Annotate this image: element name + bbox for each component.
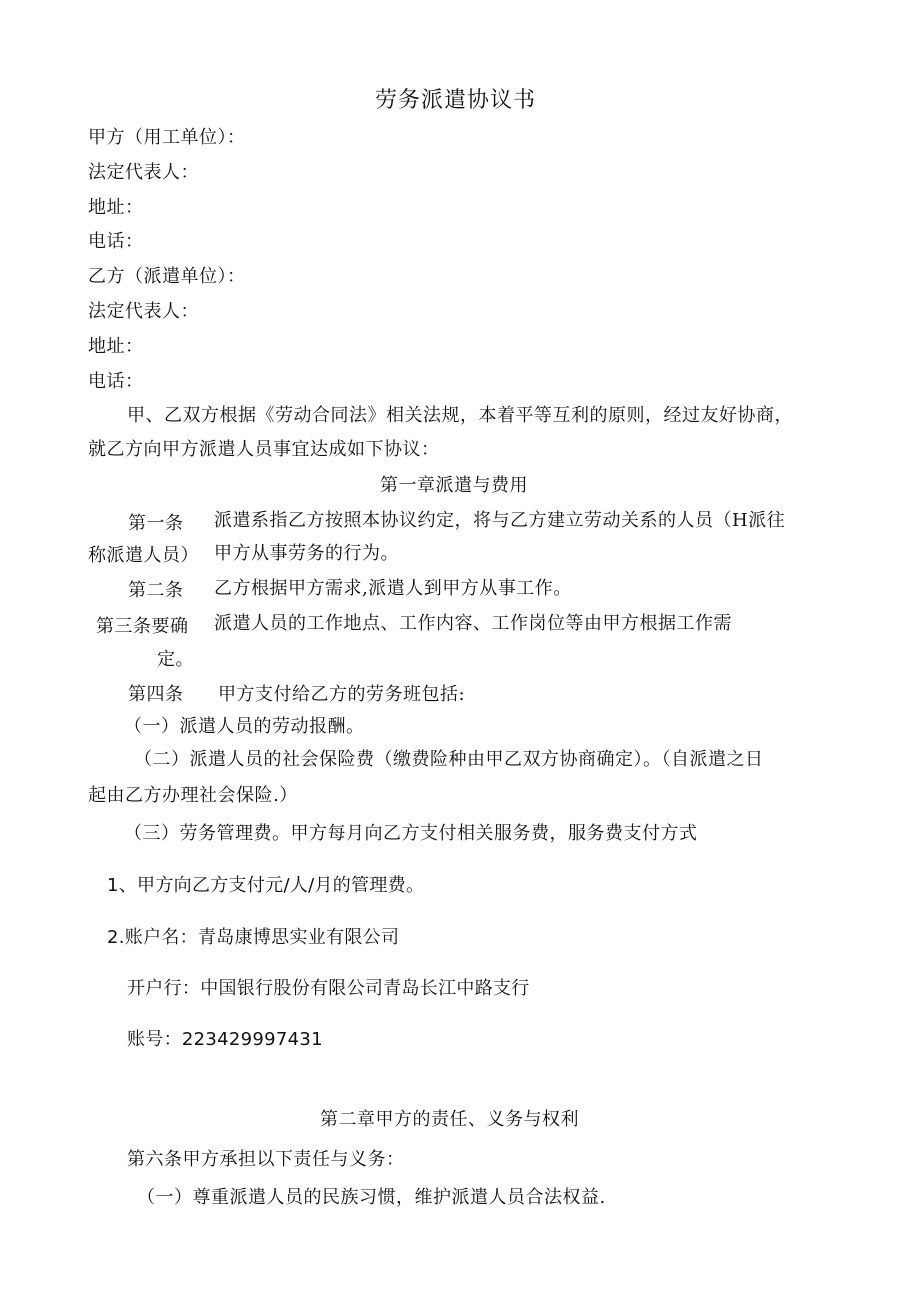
party-b-representative: 法定代表人： [88,301,199,322]
party-b-address: 地址： [88,336,144,357]
party-a-address: 地址： [88,197,144,218]
payment-account-number: 账号：223429997431 [127,1029,323,1050]
party-a-representative: 法定代表人： [88,162,199,183]
fee-item-2-line-2: 起由乙方办理社会保险.） [88,785,298,806]
article-6-text: 第六条甲方承担以下责任与义务： [127,1149,405,1170]
article-1-text-line-2: 甲方从事劳务的行为。 [214,543,399,564]
chapter-1-heading: 第一章派遣与费用 [380,475,528,496]
article-1-label-continued: 称派遣人员） [88,545,199,566]
party-a-label: 甲方（用工单位）： [88,127,246,148]
document-title: 劳务派遣协议书 [375,88,537,113]
article-4-text: 甲方支付给乙方的劳务班包括: [218,684,466,705]
article-4-label: 第四条 [128,684,184,705]
preamble-line-2: 就乙方向甲方派遣人员事宜达成如下协议： [88,439,440,460]
article-2-label: 第二条 [128,580,184,601]
article-3-text: 派遣人员的工作地点、工作内容、工作岗位等由甲方根据工作需 [214,613,732,634]
payment-bank: 开户行：中国银行股份有限公司青岛长江中路支行 [127,978,530,999]
preamble-line-1: 甲、乙双方根据《劳动合同法》相关法规，本着平等互利的原则，经过友好协商， [127,405,793,426]
chapter-2-heading: 第二章甲方的责任、义务与权利 [320,1109,579,1130]
article-3-tail: 定。 [157,649,194,670]
article-6-item-1: （一）尊重派遣人员的民族习惯，维护派遣人员合法权益. [137,1187,606,1208]
party-b-phone: 电话： [88,371,144,392]
article-1-text-line-1: 派遣系指乙方按照本协议约定，将与乙方建立劳动关系的人员（H派往 [214,510,786,531]
fee-item-1: （一）派遣人员的劳动报酬。 [124,716,365,737]
article-3-label: 第三条要确 [96,616,189,637]
payment-item-1: 1、甲方向乙方支付元/人/月的管理费。 [107,875,425,896]
article-1-label: 第一条 [128,513,184,534]
article-2-text: 乙方根据甲方需求,派遣人到甲方从事工作。 [214,578,572,599]
fee-item-2-line-1: （二）派遣人员的社会保险费（缴费险种由甲乙双方协商确定）。（自派遣之日 [134,749,764,770]
party-b-label: 乙方（派遣单位）： [88,266,246,287]
fee-item-3: （三）劳务管理费。甲方每月向乙方支付相关服务费，服务费支付方式 [124,823,698,844]
party-a-phone: 电话： [88,231,144,252]
payment-account-name: 2.账户名：青岛康博思实业有限公司 [107,927,400,948]
